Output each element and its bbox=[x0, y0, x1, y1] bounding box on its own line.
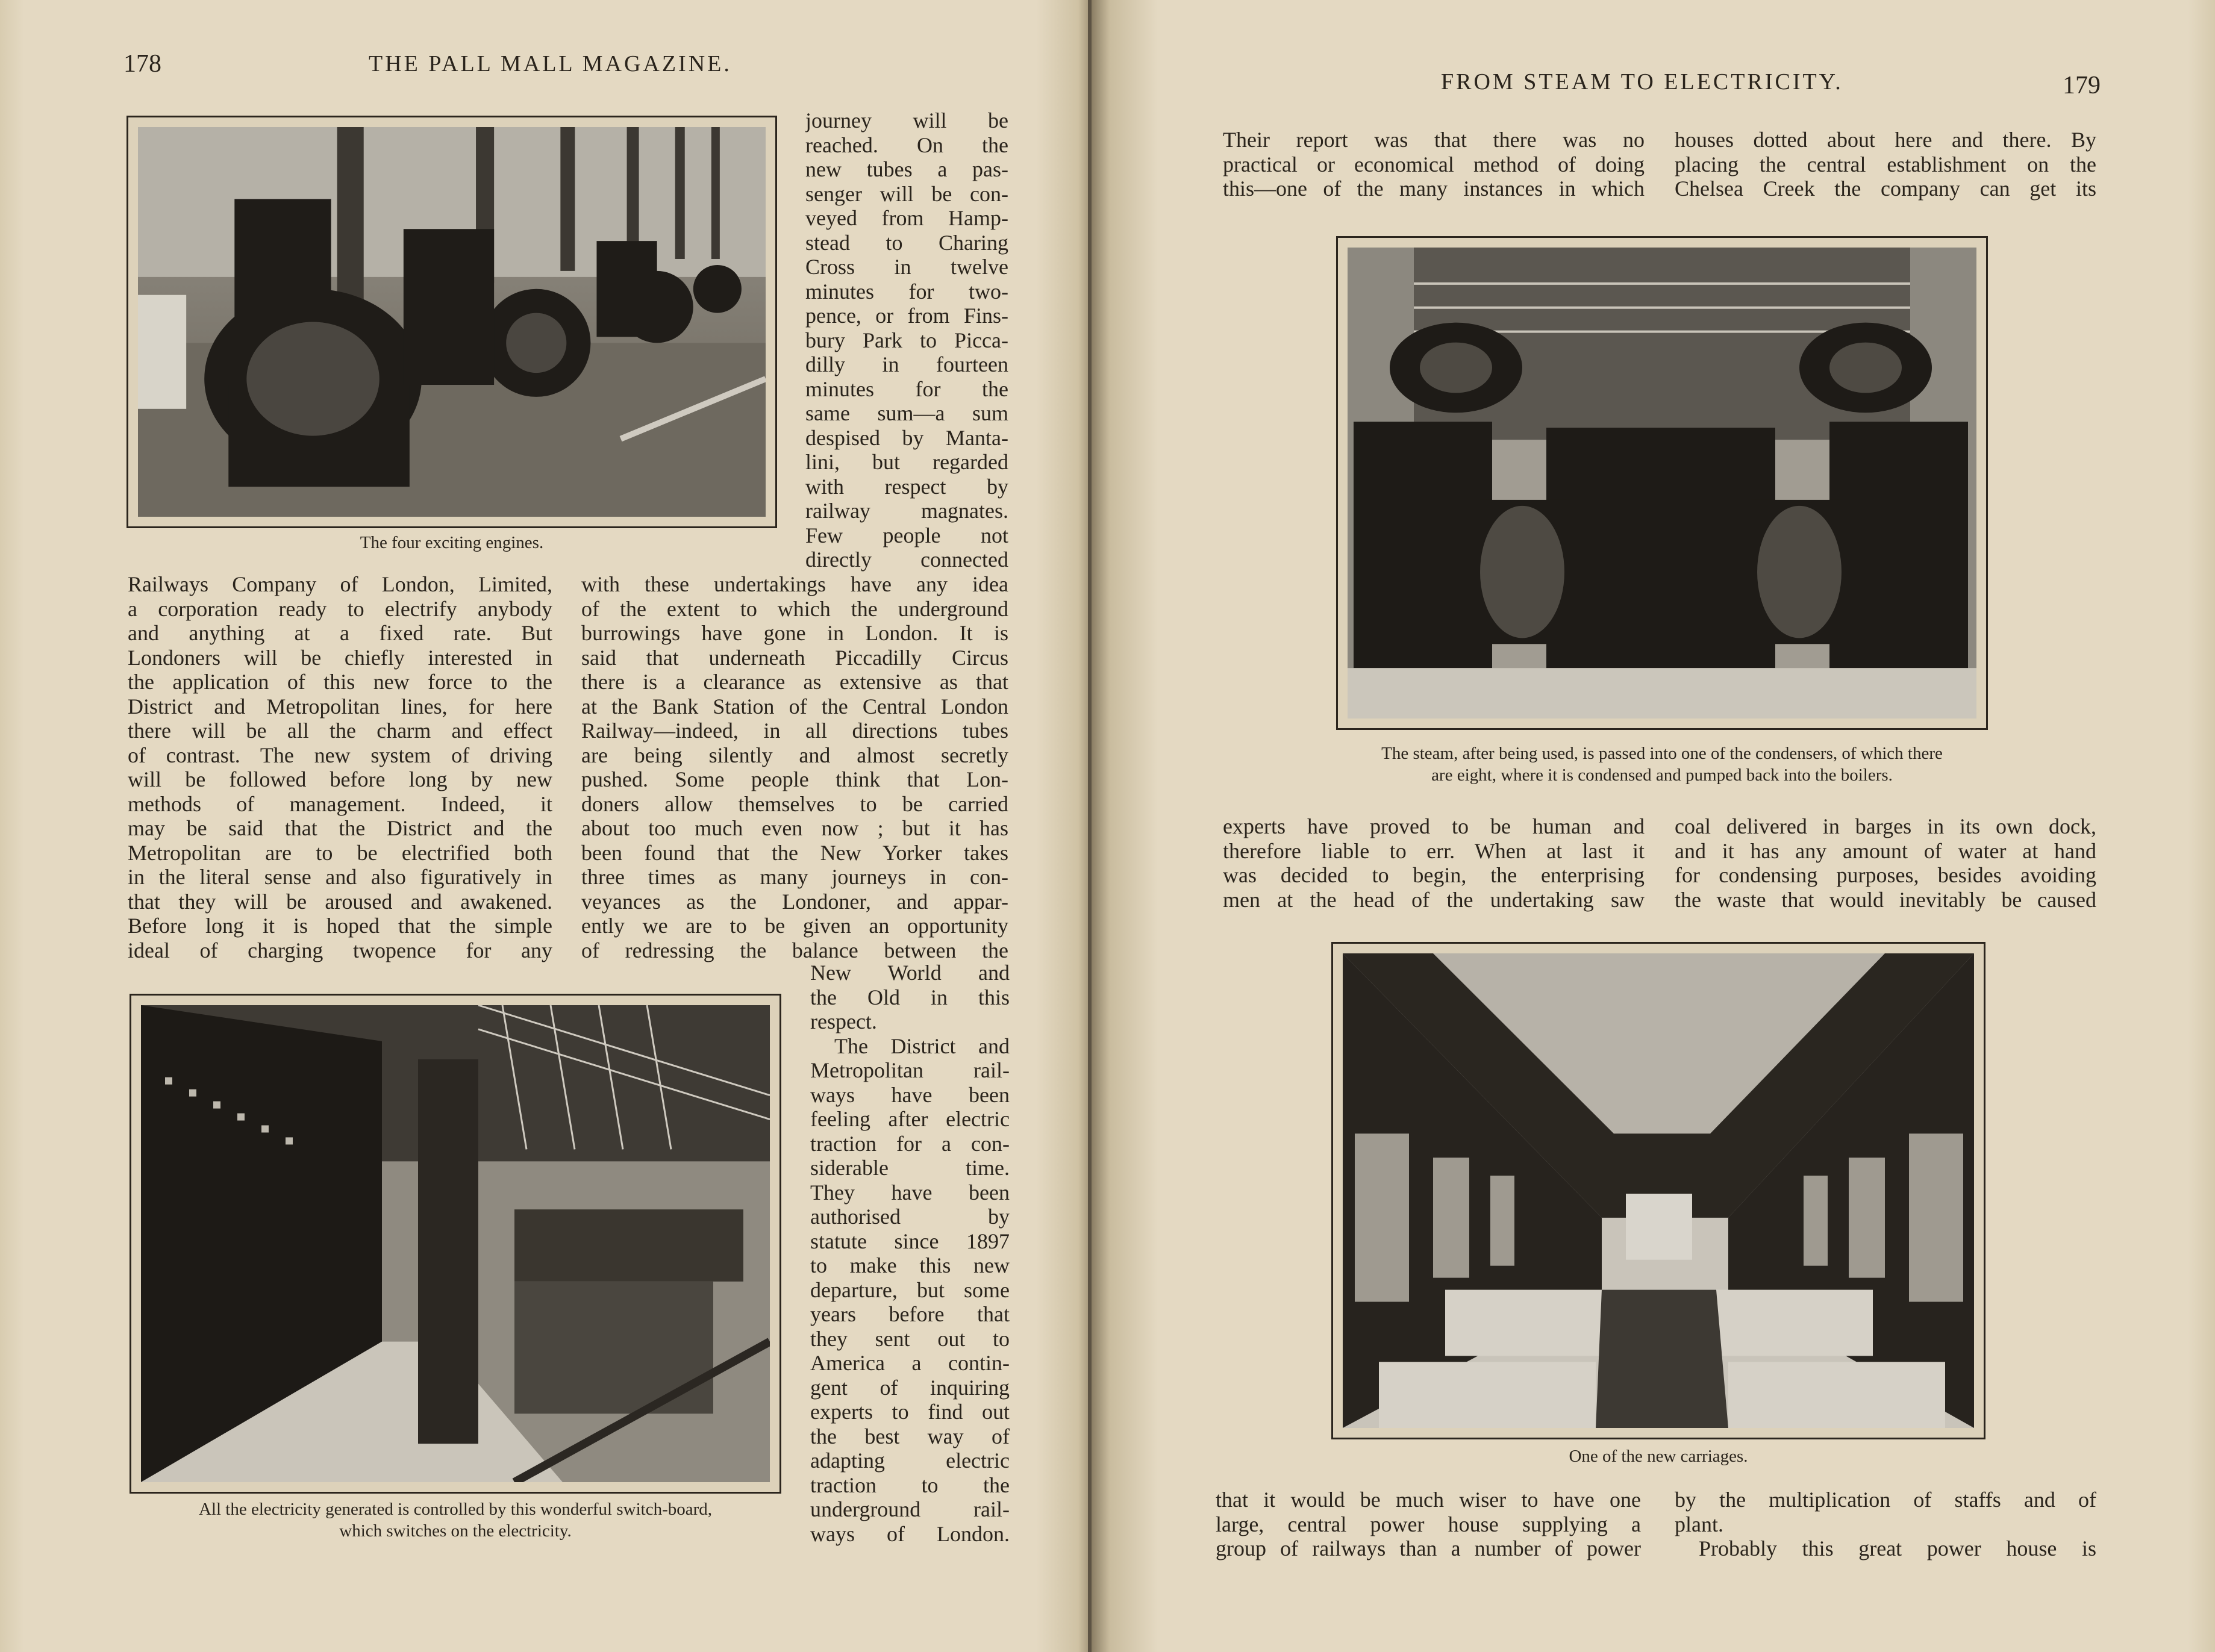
text-line: are being silently and almost secretly bbox=[581, 743, 1008, 767]
figure-caption-switchboard bbox=[130, 1498, 781, 1542]
text-line: Metropolitan rail- bbox=[810, 1058, 1010, 1082]
text-line: with these undertakings have any idea bbox=[581, 572, 1008, 596]
text-line: senger will be con- bbox=[805, 181, 1008, 206]
text-line: gent of inquiring bbox=[810, 1375, 1010, 1400]
text-line: Cross in twelve bbox=[805, 255, 1008, 279]
text-line: ently we are to be given an opportunity bbox=[581, 914, 1008, 938]
narrow-column-top bbox=[805, 108, 1008, 572]
page-number: 179 bbox=[2063, 72, 2101, 99]
text-line: departure, but some bbox=[810, 1277, 1010, 1302]
text-line: The District and bbox=[834, 1033, 1010, 1058]
figure-caption-condensers bbox=[1290, 743, 2034, 786]
caption-line: All the electricity generated is controlled by this wonderful switch-board, bbox=[198, 1500, 713, 1519]
text-line: dilly in fourteen bbox=[805, 352, 1008, 376]
text-line: there is a clearance as extensive as that bbox=[581, 670, 1008, 694]
running-head: THE PALL MALL MAGAZINE. bbox=[369, 51, 732, 76]
text-line: New World and bbox=[810, 961, 1010, 985]
text-line: there will be all the charm and effect bbox=[128, 718, 552, 743]
text-line: pushed. Some people think that Lon- bbox=[581, 767, 1008, 791]
right-page bbox=[1092, 0, 2215, 1652]
text-line: lini, but regarded bbox=[805, 450, 1008, 474]
text-column-b-middle bbox=[1675, 814, 2096, 912]
text-line: therefore liable to err. When at last it bbox=[1223, 838, 1645, 863]
text-line: the best way of bbox=[810, 1424, 1010, 1448]
text-line: a corporation ready to electrify anybody bbox=[128, 596, 552, 621]
text-line: feeling after electric bbox=[810, 1107, 1010, 1131]
text-column-a-bottom bbox=[1216, 1488, 1641, 1561]
text-line: plant. bbox=[1675, 1512, 1723, 1536]
text-line: of contrast. The new system of driving bbox=[128, 743, 552, 767]
text-line: Metropolitan are to be electrified both bbox=[128, 840, 552, 865]
text-line: new tubes a pas- bbox=[805, 157, 1008, 181]
caption-line: which switches on the electricity. bbox=[339, 1521, 572, 1541]
page-number: 178 bbox=[123, 50, 161, 78]
text-line: been found that the New Yorker takes bbox=[581, 840, 1008, 865]
text-column-b bbox=[1675, 128, 2096, 201]
text-line: ideal of charging twopence for any bbox=[128, 938, 552, 962]
text-line: of the extent to which the underground bbox=[581, 596, 1008, 621]
text-line: Railways Company of London, Limited, bbox=[128, 572, 552, 596]
text-line: practical or economical method of doing bbox=[1223, 152, 1645, 176]
narrow-column-bottom bbox=[810, 961, 1010, 1546]
text-line: that they will be aroused and awakened. bbox=[128, 889, 552, 914]
text-line: the waste that would inevitably be caused bbox=[1675, 887, 2096, 912]
text-line: Londoners will be chiefly interested in bbox=[128, 645, 552, 670]
text-line: the Old in this bbox=[810, 985, 1010, 1009]
text-line: for condensing purposes, besides avoiding bbox=[1675, 863, 2096, 887]
text-line: the application of this new force to the bbox=[128, 670, 552, 694]
text-column-a bbox=[1223, 128, 1645, 201]
text-line: underground rail- bbox=[810, 1497, 1010, 1521]
figure-caption: One of the new carriages. bbox=[1569, 1447, 1748, 1466]
text-line: directly connected bbox=[805, 547, 1008, 572]
text-line: at the Bank Station of the Central London bbox=[581, 694, 1008, 718]
text-line: said that underneath Piccadilly Circus bbox=[581, 645, 1008, 670]
text-line: ways of London. bbox=[810, 1521, 1010, 1546]
text-line: this—one of the many instances in which bbox=[1223, 176, 1645, 201]
text-line: burrowings have gone in London. It is bbox=[581, 621, 1008, 645]
condensers-photo bbox=[1336, 236, 1988, 730]
text-line: about too much even now ; but it has bbox=[581, 816, 1008, 840]
text-line: journey will be bbox=[805, 108, 1008, 132]
text-line: with respect by bbox=[805, 474, 1008, 499]
figure-caption: The four exciting engines. bbox=[360, 533, 544, 552]
text-line: authorised by bbox=[810, 1205, 1010, 1229]
text-line: three times as many journeys in con- bbox=[581, 865, 1008, 889]
text-column-a bbox=[128, 572, 552, 962]
text-line: Before long it is hoped that the simple bbox=[128, 914, 552, 938]
text-line: Chelsea Creek the company can get its bbox=[1675, 176, 2096, 201]
text-line: minutes for the bbox=[805, 376, 1008, 401]
text-line: was decided to begin, the enterprising bbox=[1223, 863, 1645, 887]
text-line: experts to find out bbox=[810, 1400, 1010, 1424]
carriage-photo bbox=[1331, 942, 1985, 1439]
text-line: experts have proved to be human and bbox=[1223, 814, 1645, 838]
text-line: minutes for two- bbox=[805, 279, 1008, 304]
text-line: placing the central establishment on the bbox=[1675, 152, 2096, 176]
switchboard-photo bbox=[130, 994, 781, 1494]
text-line: despised by Manta- bbox=[805, 425, 1008, 450]
text-line: Probably this great power house is bbox=[1699, 1536, 2096, 1560]
text-column-a-middle bbox=[1223, 814, 1645, 912]
text-line: ways have been bbox=[810, 1082, 1010, 1107]
text-line: adapting electric bbox=[810, 1448, 1010, 1473]
caption-line: The steam, after being used, is passed into one of the condensers, of which there bbox=[1381, 744, 1943, 763]
engines-photo bbox=[127, 116, 777, 528]
text-line: methods of management. Indeed, it bbox=[128, 791, 552, 816]
text-line: statute since 1897 bbox=[810, 1229, 1010, 1253]
text-line: Few people not bbox=[805, 523, 1008, 547]
caption-line: are eight, where it is condensed and pumped back into the boilers. bbox=[1431, 765, 1893, 785]
text-line: group of railways than a number of power bbox=[1216, 1536, 1641, 1560]
text-line: veyances as the Londoner, and appar- bbox=[581, 889, 1008, 914]
text-line: reached. On the bbox=[805, 132, 1008, 157]
text-line: of redressing the balance between the bbox=[581, 938, 1008, 962]
text-line: same sum—a sum bbox=[805, 401, 1008, 425]
text-line: by the multiplication of staffs and of bbox=[1675, 1488, 2096, 1512]
text-line: Their report was that there was no bbox=[1223, 128, 1645, 152]
text-line: veyed from Hamp- bbox=[805, 206, 1008, 230]
text-line: bury Park to Picca- bbox=[805, 328, 1008, 352]
text-line: railway magnates. bbox=[805, 499, 1008, 523]
text-line: siderable time. bbox=[810, 1156, 1010, 1180]
text-line: large, central power house supplying a bbox=[1216, 1512, 1641, 1536]
left-page bbox=[0, 0, 1092, 1652]
text-line: coal delivered in barges in its own dock, bbox=[1675, 814, 2096, 838]
text-line: and it has any amount of water at hand bbox=[1675, 838, 2096, 863]
text-line: stead to Charing bbox=[805, 230, 1008, 255]
text-line: years before that bbox=[810, 1302, 1010, 1326]
text-line: District and Metropolitan lines, for here bbox=[128, 694, 552, 718]
text-line: pence, or from Fins- bbox=[805, 304, 1008, 328]
text-line: houses dotted about here and there. By bbox=[1675, 128, 2096, 152]
text-line: respect. bbox=[810, 1009, 877, 1033]
text-line: America a contin- bbox=[810, 1351, 1010, 1375]
text-line: in the literal sense and also figuratively in bbox=[128, 865, 552, 889]
text-line: traction to the bbox=[810, 1473, 1010, 1497]
text-line: doners allow themselves to be carried bbox=[581, 791, 1008, 816]
text-line: will be followed before long by new bbox=[128, 767, 552, 791]
text-line: They have been bbox=[810, 1180, 1010, 1205]
text-line: Railway—indeed, in all directions tubes bbox=[581, 718, 1008, 743]
text-line: traction for a con- bbox=[810, 1131, 1010, 1156]
text-line: to make this new bbox=[810, 1253, 1010, 1277]
text-line: men at the head of the undertaking saw bbox=[1223, 887, 1645, 912]
running-head: FROM STEAM TO ELECTRICITY. bbox=[1441, 69, 1843, 95]
text-column-b-bottom bbox=[1675, 1488, 2096, 1561]
text-line: and anything at a fixed rate. But bbox=[128, 621, 552, 645]
text-line: that it would be much wiser to have one bbox=[1216, 1488, 1641, 1512]
text-column-b bbox=[581, 572, 1008, 962]
text-line: may be said that the District and the bbox=[128, 816, 552, 840]
text-line: they sent out to bbox=[810, 1326, 1010, 1351]
